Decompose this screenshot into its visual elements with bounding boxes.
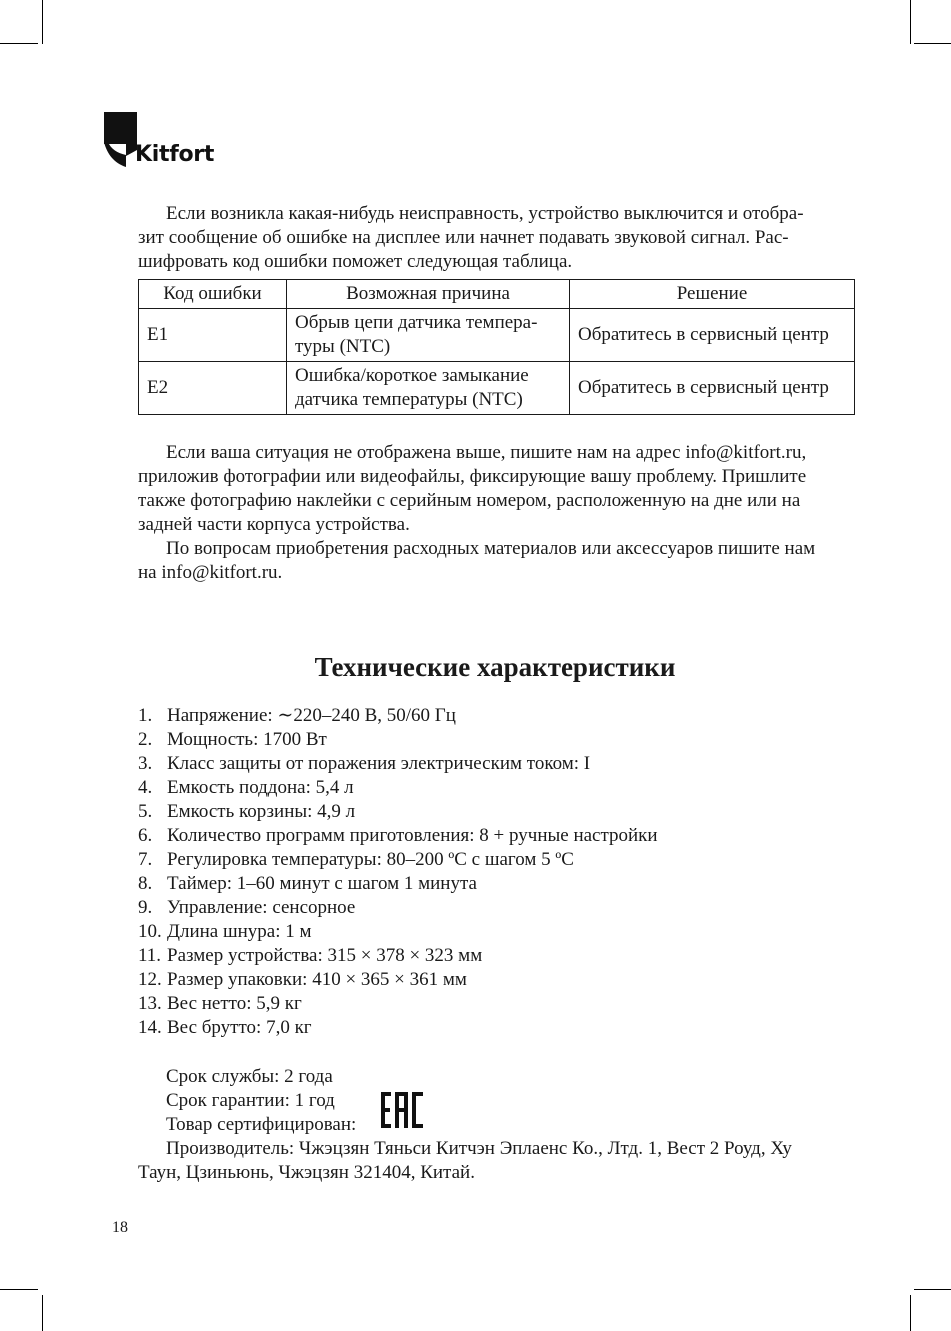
list-item [138, 992, 658, 1016]
crop-mark [910, 1295, 911, 1331]
intro-paragraph [138, 202, 854, 274]
intro-line: зит сообщение об ошибке на дисплее или начнет подавать звуковой сигнал. Рас- [138, 227, 789, 248]
item-number: 5. [138, 801, 153, 822]
crop-mark [42, 1295, 43, 1331]
item-number: 11. [138, 945, 162, 966]
warranty: Срок гарантии: 1 год [166, 1090, 335, 1111]
header-cause: Возможная причина [287, 280, 570, 309]
item-number: 14. [138, 1017, 162, 1038]
item-text: Размер устройства: 315 × 378 × 323 мм [167, 945, 483, 966]
error-cause [287, 309, 570, 362]
item-number: 10. [138, 921, 162, 942]
manufacturer-line: Таун, Цзиньюнь, Чжэцзян 321404, Китай. [138, 1162, 475, 1183]
item-number: 3. [138, 753, 153, 774]
list-item [138, 752, 658, 776]
cause-line: датчика температуры (NTC) [295, 389, 523, 410]
list-item [138, 896, 658, 920]
item-text: Емкость поддона: 5,4 л [167, 777, 354, 798]
contact-line: задней части корпуса устройства. [138, 514, 410, 535]
list-item [138, 920, 658, 944]
item-number: 6. [138, 825, 153, 846]
crop-mark [914, 1289, 951, 1290]
item-text: Вес нетто: 5,9 кг [167, 993, 302, 1014]
item-number: 4. [138, 777, 153, 798]
item-text: Длина шнура: 1 м [167, 921, 312, 942]
list-item [138, 800, 658, 824]
item-number: 9. [138, 897, 153, 918]
error-solution: Обратитесь в сервисный центр [570, 362, 855, 415]
brand-name: Kitfort [135, 142, 215, 167]
crop-mark [0, 1289, 38, 1290]
item-text: Класс защиты от поражения электрическим током: I [167, 753, 591, 774]
list-item [138, 872, 658, 896]
service-life: Срок службы: 2 года [166, 1066, 333, 1087]
intro-line: шифровать код ошибки поможет следующая таблица. [138, 251, 573, 272]
item-text: Вес брутто: 7,0 кг [167, 1017, 312, 1038]
specs-list [138, 704, 658, 1040]
contact-line: приложив фотографии или видеофайлы, фиксирующие вашу проблему. Пришлите [138, 466, 807, 487]
header-code: Код ошибки [139, 280, 287, 309]
section-title: Технические характеристики [314, 652, 676, 682]
accessories-line: По вопросам приобретения расходных материалов или аксессуаров пишите нам [166, 538, 816, 559]
cause-line: Обрыв цепи датчика темпера- [295, 312, 538, 333]
item-text: Количество программ приготовления: 8 + ручные настройки [167, 825, 658, 846]
item-text: Управление: сенсорное [167, 897, 356, 918]
table-header-row [139, 280, 855, 309]
error-solution: Обратитесь в сервисный центр [570, 309, 855, 362]
item-text: Размер упаковки: 410 × 365 × 361 мм [167, 969, 467, 990]
item-text: Таймер: 1–60 минут с шагом 1 минута [167, 873, 477, 894]
contact-line: Если ваша ситуация не отображена выше, пишите нам на адрес info@kitfort.ru, [166, 442, 807, 463]
crop-mark [42, 0, 43, 44]
error-code: E2 [139, 362, 287, 415]
manufacturer-line: Производитель: Чжэцзян Тяньси Китчэн Эплаенс Ко., Лтд. 1, Вест 2 Роуд, Ху [166, 1138, 792, 1159]
accessories-line: на info@kitfort.ru. [138, 562, 283, 583]
list-item [138, 824, 658, 848]
cause-line: Ошибка/короткое замыкание [295, 365, 529, 386]
item-text: Регулировка температуры: 80–200 ºС с шагом 5 ºС [167, 849, 574, 870]
item-number: 1. [138, 705, 153, 726]
list-item [138, 944, 658, 968]
accessories-paragraph [138, 537, 854, 585]
list-item [138, 704, 658, 728]
page-number: 18 [112, 1219, 128, 1236]
list-item [138, 848, 658, 872]
manufacturer-paragraph [138, 1137, 854, 1185]
crop-mark [914, 43, 951, 44]
crop-mark [910, 0, 911, 44]
item-number: 8. [138, 873, 153, 894]
certified-label: Товар сертифицирован: [166, 1114, 357, 1135]
cause-line: туры (NTC) [295, 336, 391, 357]
item-number: 7. [138, 849, 153, 870]
item-number: 12. [138, 969, 162, 990]
item-number: 2. [138, 729, 153, 750]
table-row [139, 362, 855, 415]
eac-mark-icon [380, 1090, 424, 1130]
list-item [138, 968, 658, 992]
error-code-table [138, 279, 855, 415]
contact-line: также фотографию наклейки с серийным номером, расположенную на дне или на [138, 490, 801, 511]
list-item [138, 1016, 658, 1040]
intro-line: Если возникла какая-нибудь неисправность, устройство выключится и отобра- [166, 203, 804, 224]
table-row [139, 309, 855, 362]
item-number: 13. [138, 993, 162, 1014]
list-item [138, 728, 658, 752]
error-code: E1 [139, 309, 287, 362]
item-text: Напряжение: ∼220–240 В, 50/60 Гц [167, 705, 456, 726]
error-cause [287, 362, 570, 415]
item-text: Мощность: 1700 Вт [167, 729, 327, 750]
header-solution: Решение [570, 280, 855, 309]
crop-mark [0, 43, 38, 44]
contact-paragraph [138, 441, 854, 537]
item-text: Емкость корзины: 4,9 л [167, 801, 356, 822]
list-item [138, 776, 658, 800]
